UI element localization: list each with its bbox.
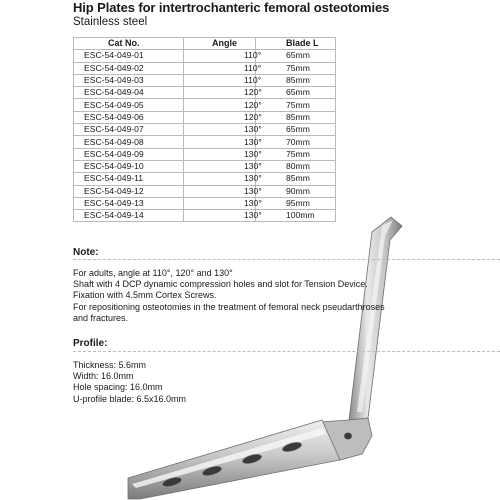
- angle-cell: 120°: [184, 111, 256, 123]
- blade-length-cell: 80mm: [256, 160, 336, 172]
- angle-cell: 130°: [184, 210, 256, 222]
- blade-length-cell: 85mm: [256, 111, 336, 123]
- profile-line: U-profile blade: 6.5x16.0mm: [73, 393, 187, 404]
- angle-cell: 130°: [184, 185, 256, 197]
- angle-cell: 130°: [184, 124, 256, 136]
- blade-length-cell: 100mm: [256, 210, 336, 222]
- profile-line: Hole spacing: 16.0mm: [73, 382, 163, 393]
- note-divider: [73, 259, 500, 260]
- cat-no-cell: ESC-54-049-04: [74, 87, 184, 99]
- angle-cell: 120°: [184, 87, 256, 99]
- blade-length-cell: 65mm: [256, 87, 336, 99]
- profile-text: [73, 360, 186, 405]
- blade-length-cell: 75mm: [256, 99, 336, 111]
- blade-length-cell: 75mm: [256, 148, 336, 160]
- page-subtitle: Stainless steel: [73, 16, 148, 28]
- blade-length-cell: 65mm: [256, 124, 336, 136]
- page-title: Hip Plates for intertrochanteric femoral osteotomies: [73, 0, 390, 15]
- cat-no-cell: ESC-54-049-05: [74, 99, 184, 111]
- blade-length-cell: 65mm: [256, 50, 336, 62]
- angle-cell: 110°: [184, 50, 256, 62]
- blade-length-cell: 70mm: [256, 136, 336, 148]
- column-header-cat-no: Cat No.: [74, 38, 184, 50]
- angle-cell: 130°: [184, 148, 256, 160]
- profile-divider: [73, 351, 500, 352]
- note-line: For adults, angle at 110°, 120° and 130°: [73, 268, 233, 278]
- note-line: For repositioning osteotomies in the treatment of femoral neck pseudarthroses: [73, 301, 385, 312]
- angle-cell: 110°: [184, 62, 256, 74]
- angle-cell: 130°: [184, 197, 256, 209]
- column-header-angle: Angle: [184, 38, 256, 50]
- tension-device-slot: [344, 433, 352, 440]
- cat-no-cell: ESC-54-049-03: [74, 74, 184, 86]
- note-line: Fixation with 4.5mm Cortex Screws.: [73, 290, 217, 301]
- cat-no-cell: ESC-54-049-08: [74, 136, 184, 148]
- angle-cell: 130°: [184, 173, 256, 185]
- note-line: and fractures.: [73, 312, 129, 323]
- blade-length-cell: 85mm: [256, 74, 336, 86]
- blade-length-cell: 95mm: [256, 197, 336, 209]
- blade-length-cell: 90mm: [256, 185, 336, 197]
- blade-length-cell: 85mm: [256, 173, 336, 185]
- cat-no-cell: ESC-54-049-01: [74, 50, 184, 62]
- cat-no-cell: ESC-54-049-07: [74, 124, 184, 136]
- angle-cell: 130°: [184, 136, 256, 148]
- angle-cell: 110°: [184, 74, 256, 86]
- note-line: Shaft with 4 DCP dynamic compression holes and slot for Tension Device.: [73, 279, 368, 290]
- cat-no-cell: ESC-54-049-06: [74, 111, 184, 123]
- cat-no-cell: ESC-54-049-11: [74, 173, 184, 185]
- note-heading: Note:: [73, 247, 99, 258]
- cat-no-cell: ESC-54-049-02: [74, 62, 184, 74]
- angle-cell: 120°: [184, 99, 256, 111]
- blade-length-cell: 75mm: [256, 62, 336, 74]
- angle-cell: 130°: [184, 160, 256, 172]
- profile-line: Width: 16.0mm: [73, 371, 134, 382]
- cat-no-cell: ESC-54-049-12: [74, 185, 184, 197]
- profile-line: Thickness: 5.6mm: [73, 360, 147, 370]
- cat-no-cell: ESC-54-049-10: [74, 160, 184, 172]
- profile-heading: Profile:: [73, 338, 108, 349]
- column-header-blade-length: Blade L: [256, 38, 336, 50]
- cat-no-cell: ESC-54-049-14: [74, 210, 184, 222]
- note-text: [73, 268, 385, 324]
- cat-no-cell: ESC-54-049-13: [74, 197, 184, 209]
- cat-no-cell: ESC-54-049-09: [74, 148, 184, 160]
